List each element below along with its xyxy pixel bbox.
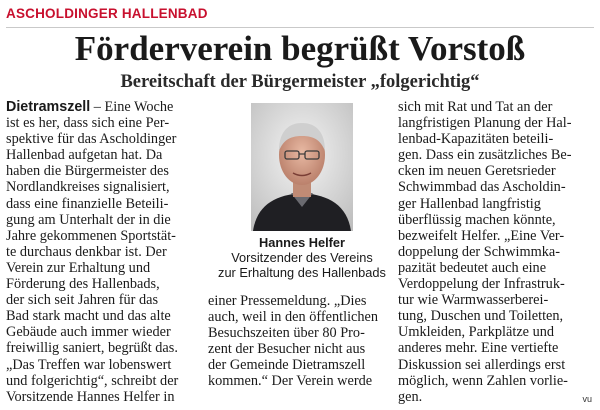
- photo-caption: [204, 235, 400, 280]
- text-line: Nordlandkreises signalisiert,: [6, 179, 170, 196]
- text-line: auch, weil in den öffentlichen: [208, 309, 379, 326]
- text-line: haben die Bürgermeister des: [6, 163, 169, 180]
- text-line: überflüssig machen könnte,: [398, 211, 556, 228]
- text-line: cken im neuen Geretsrieder: [398, 163, 556, 180]
- text-line: pazität bedeutet auch eine: [398, 259, 547, 276]
- text-line: lenbad-Kapazitäten beteili-: [398, 131, 554, 148]
- text-line: der sich seit Jahren für das: [6, 292, 159, 309]
- text-line: Gebäude auch immer wieder: [6, 324, 171, 341]
- text-line: doppelung der Schwimmka-: [398, 243, 560, 260]
- text-line: Schwimmbad das Ascholdin-: [398, 179, 566, 196]
- text-line: Förderung des Hallenbads,: [6, 276, 160, 293]
- dateline: Dietramszell: [6, 99, 91, 115]
- text-line: Besuchszeiten über 80 Pro-: [208, 325, 365, 342]
- text-line: Verein zur Erhaltung und: [6, 259, 151, 276]
- text-line: einer Pressemeldung. „Dies: [208, 293, 367, 309]
- text-line: Bad stark macht und das alte: [6, 308, 171, 325]
- text-line: „Das Treffen war lobenswert: [6, 356, 172, 373]
- text-line: zent der Besucher nicht aus: [208, 341, 366, 358]
- portrait-photo: [251, 103, 353, 231]
- text-line: tung, Duschen und Toiletten,: [398, 308, 564, 325]
- text-line: und folgerichtig“, schreibt der: [6, 372, 179, 389]
- portrait-image: [251, 103, 353, 231]
- text-line: dass eine finanzielle Beteili-: [6, 195, 169, 212]
- headline: Förderverein begrüßt Vorstoß: [74, 29, 526, 68]
- caption-name: Hannes Helfer: [258, 235, 346, 250]
- text-line: gen.: [398, 388, 423, 405]
- kicker-rule: [6, 27, 594, 28]
- text-line: Dietramszell – Eine Woche: [6, 99, 174, 115]
- text-line: ger Hallenbad langfristig: [398, 195, 541, 212]
- text-line: anderes mehr. Eine vertiefte: [398, 340, 559, 357]
- text-line: Vorsitzende Hannes Helfer in: [6, 388, 175, 405]
- text-line: freiwillig saniert, begrüßt das.: [6, 340, 178, 357]
- text-line: Umkleiden, Parkplätze und: [398, 324, 555, 341]
- text-line: Hallenbad aufgetan hat. Da: [6, 147, 163, 164]
- article-column-3: [398, 99, 594, 405]
- text-line: ist es her, dass sich eine Per-: [6, 115, 170, 132]
- text-line: gen. Dass ein zusätzliches Be-: [398, 147, 572, 164]
- text-line: Jahre gekommenen Sportstät-: [6, 227, 176, 244]
- text-line: der Gemeinde Dietramszell: [208, 357, 366, 374]
- caption-role-line-1: Vorsitzender des Vereins: [231, 250, 373, 265]
- subheadline: Bereitschaft der Bürgermeister „folgerichtig“: [120, 72, 480, 92]
- text-line: gung am Unterhalt der in die: [6, 211, 171, 228]
- caption-role-line-2: zur Erhaltung des Hallenbads: [218, 265, 386, 280]
- text-line: spektive für das Ascholdinger: [6, 131, 177, 148]
- text-line: bezweifelt Helfer. „Eine Ver-: [398, 227, 565, 244]
- text-line: Diskussion sei allerdings erst: [398, 356, 566, 373]
- author-initials: vu: [582, 394, 592, 404]
- text-line: Verdoppelung der Infrastruk-: [398, 276, 565, 293]
- text-line: tur wie Warmwasserberei-: [398, 292, 549, 309]
- article-column-1: [6, 99, 202, 405]
- text-line: möglich, wenn Zahlen vorlie-: [398, 372, 568, 389]
- text-line: langfristigen Planung der Hal-: [398, 115, 572, 132]
- text-line: sich mit Rat und Tat an der: [398, 99, 553, 115]
- text-line: kommen.“ Der Verein werde: [208, 373, 373, 390]
- section-kicker: ASCHOLDINGER HALLENBAD: [6, 6, 208, 21]
- article-column-2: [208, 293, 394, 390]
- text-line: te durchaus denkbar ist. Der: [6, 243, 167, 260]
